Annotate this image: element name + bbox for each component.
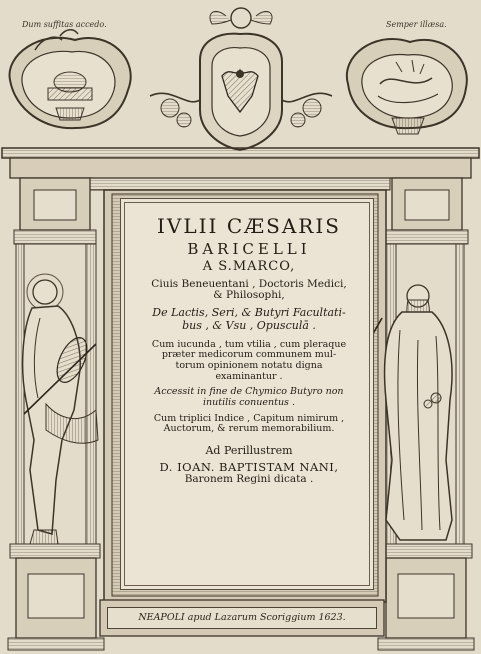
appendix-line: Accessit in fine de Chymico Butyro non [154, 386, 344, 398]
index-line: Cum triplici Indice , Capitum nimirum , [153, 412, 345, 424]
author-surname: BARICELLI [187, 240, 311, 259]
title-panel [120, 198, 374, 590]
author-description-line: & Philosophi, [213, 289, 285, 302]
heraldic-eagle-crest-icon [150, 8, 332, 150]
salamander-in-fire-emblem-icon [347, 39, 467, 134]
dedication-intro: Ad Perillustrem [205, 443, 293, 457]
summary-line: Cum iucunda , tum vtilia , cum pleraque [151, 338, 347, 350]
appendix-line: inutilis conuentus . [203, 396, 295, 408]
dedicatee-name: D. IOAN. BAPTISTAM NANI, [159, 460, 339, 475]
motto-right: Semper illæsa. [386, 20, 447, 29]
cherub-head-icon [210, 8, 272, 28]
flaming-altar-emblem-icon [10, 30, 131, 128]
index-line: Auctorum, & rerum memorabilium. [163, 423, 335, 435]
motto-left: Dum suffitas accedo. [22, 20, 107, 29]
dedicatee-title: Baronem Regini dicata . [184, 473, 314, 486]
summary-line: torum opinionem notatu digna [175, 360, 323, 372]
work-title-line: bus , & Vsu , Opusculā . [182, 318, 316, 332]
author-place: A S.MARCO, [202, 259, 296, 275]
author-description-line: Ciuis Beneuentani , Doctoris Medici, [151, 277, 347, 290]
imprint: NEAPOLI apud Lazarum Scoriggium 1623. [107, 607, 377, 629]
work-title-line: De Lactis, Seri, & Butyri Facultati- [152, 306, 346, 320]
summary-line: præter medicorum communem mul- [161, 349, 337, 361]
summary-line: examinantur . [215, 370, 283, 382]
author-name: IVLII CÆSARIS [157, 214, 341, 238]
